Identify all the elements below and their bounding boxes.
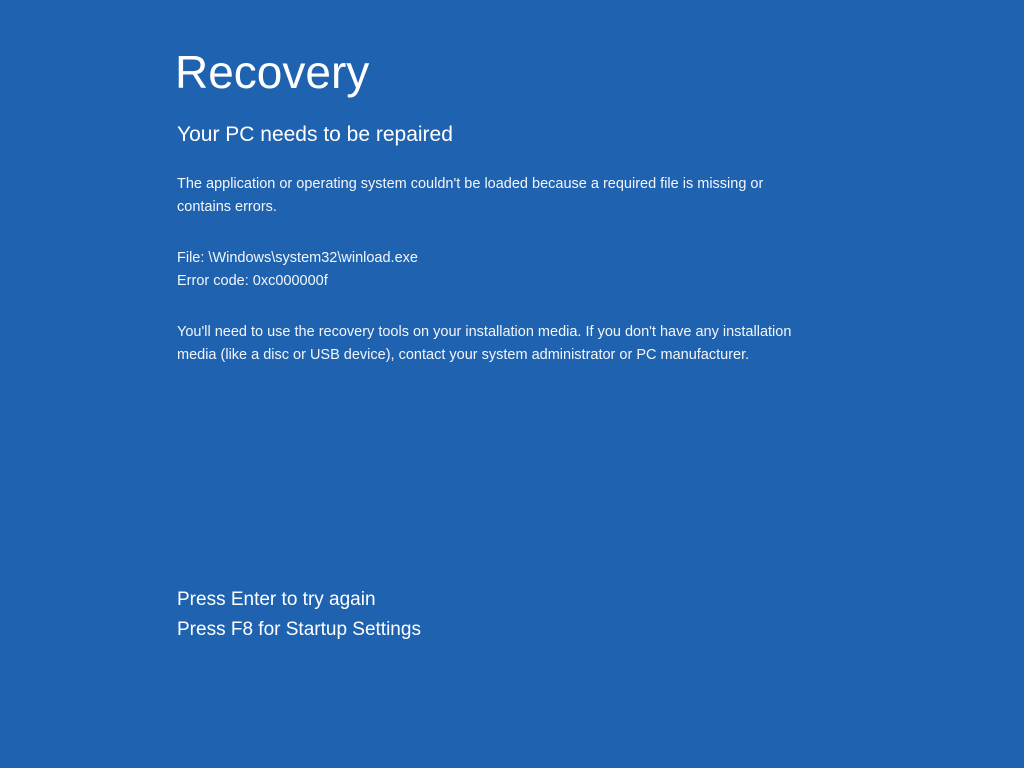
recovery-content <box>177 46 877 367</box>
error-code: Error code: 0xc000000f <box>177 273 328 289</box>
keyboard-actions <box>177 585 421 645</box>
recovery-subtitle: Your PC needs to be repaired <box>177 123 453 146</box>
recovery-instructions: You'll need to use the recovery tools on your installation media. If you don't have any installation media (like a disc or USB device), contact your system administrator or PC manufacturer. <box>177 324 792 363</box>
action-press-enter[interactable]: Press Enter to try again <box>177 589 376 610</box>
error-details <box>177 247 877 293</box>
error-file-path: File: \Windows\system32\winload.exe <box>177 250 418 266</box>
page-title: Recovery <box>175 46 370 98</box>
recovery-description: The application or operating system couldn't be loaded because a required file is missing or contains errors. <box>177 176 764 215</box>
action-press-f8[interactable]: Press F8 for Startup Settings <box>177 619 421 640</box>
